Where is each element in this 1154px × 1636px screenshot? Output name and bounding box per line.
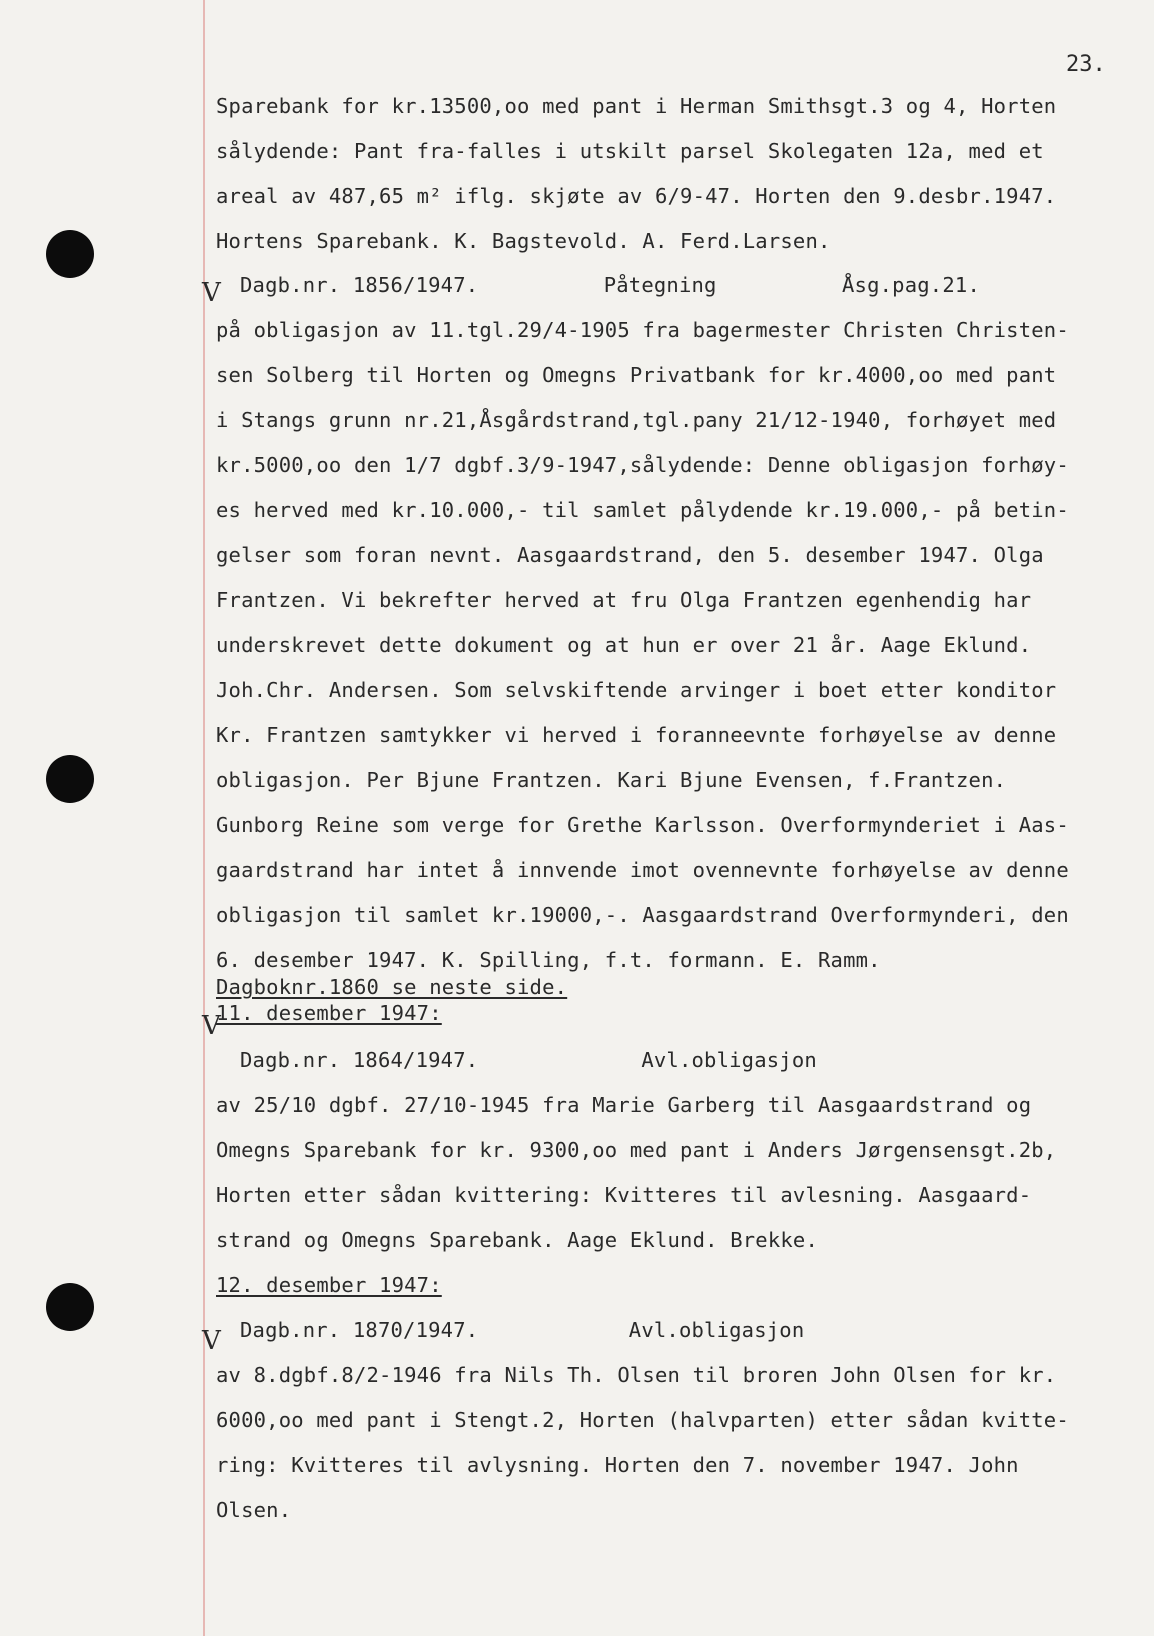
text-line: ring: Kvitteres til avlysning. Horten den 7. november 1947. John xyxy=(216,1453,1019,1477)
text-line: på obligasjon av 11.tgl.29/4-1905 fra bagermester Christen Christen- xyxy=(216,318,1069,342)
text-line: Joh.Chr. Andersen. Som selvskiftende arvinger i boet etter konditor xyxy=(216,678,1057,702)
margin-rule xyxy=(203,0,205,1636)
text-line: Frantzen. Vi bekrefter herved at fru Olga Frantzen egenhendig har xyxy=(216,588,1032,612)
date-heading: 12. desember 1947: xyxy=(216,1273,442,1297)
check-mark: V xyxy=(202,1326,221,1356)
punch-hole xyxy=(46,230,94,278)
text-line: Omegns Sparebank for kr. 9300,oo med pant i Anders Jørgensensgt.2b, xyxy=(216,1138,1057,1162)
text-line: sålydende: Pant fra-falles i utskilt parsel Skolegaten 12a, med et xyxy=(216,139,1044,163)
text-line: es herved med kr.10.000,- til samlet pålydende kr.19.000,- på betin- xyxy=(216,498,1069,522)
text-line: strand og Omegns Sparebank. Aage Eklund. Brekke. xyxy=(216,1228,819,1252)
text-line: Horten etter sådan kvittering: Kvitteres til avlesning. Aasgaard- xyxy=(216,1183,1032,1207)
text-line: 6. desember 1947. K. Spilling, f.t. formann. E. Ramm. xyxy=(216,948,881,972)
text-line: gelser som foran nevnt. Aasgaardstrand, den 5. desember 1947. Olga xyxy=(216,543,1044,567)
text-line: gaardstrand har intet å innvende imot ovennevnte forhøyelse av denne xyxy=(216,858,1069,882)
text-line: underskrevet dette dokument og at hun er over 21 år. Aage Eklund. xyxy=(216,633,1032,657)
text-line: Hortens Sparebank. K. Bagstevold. A. Ferd.Larsen. xyxy=(216,229,831,253)
text-line: areal av 487,65 m² iflg. skjøte av 6/9-47. Horten den 9.desbr.1947. xyxy=(216,184,1057,208)
text-line: Sparebank for kr.13500,oo med pant i Herman Smithsgt.3 og 4, Horten xyxy=(216,94,1057,118)
entry-heading: Dagb.nr. 1870/1947. Avl.obligasjon xyxy=(240,1318,805,1342)
text-line: Olsen. xyxy=(216,1498,292,1522)
text-line: kr.5000,oo den 1/7 dgbf.3/9-1947,sålydende: Denne obligasjon forhøy- xyxy=(216,453,1069,477)
check-mark: V xyxy=(202,278,221,308)
text-line: av 25/10 dgbf. 27/10-1945 fra Marie Garberg til Aasgaardstrand og xyxy=(216,1093,1032,1117)
cross-reference: Dagboknr.1860 se neste side. xyxy=(216,975,568,999)
entry-heading: Dagb.nr. 1864/1947. Avl.obligasjon xyxy=(240,1048,817,1072)
text-line: i Stangs grunn nr.21,Åsgårdstrand,tgl.pany 21/12-1940, forhøyet med xyxy=(216,408,1057,432)
check-mark: V xyxy=(202,1011,221,1041)
entry-heading: Dagb.nr. 1856/1947. Påtegning Åsg.pag.21. xyxy=(240,273,980,297)
text-line: sen Solberg til Horten og Omegns Privatbank for kr.4000,oo med pant xyxy=(216,363,1057,387)
text-line: obligasjon til samlet kr.19000,-. Aasgaardstrand Overformynderi, den xyxy=(216,903,1069,927)
punch-hole xyxy=(46,1283,94,1331)
text-line: av 8.dgbf.8/2-1946 fra Nils Th. Olsen til broren John Olsen for kr. xyxy=(216,1363,1057,1387)
text-line: obligasjon. Per Bjune Frantzen. Kari Bjune Evensen, f.Frantzen. xyxy=(216,768,1007,792)
date-heading: 11. desember 1947: xyxy=(216,1001,442,1025)
punch-hole xyxy=(46,755,94,803)
text-line: Kr. Frantzen samtykker vi herved i foranneevnte forhøyelse av denne xyxy=(216,723,1057,747)
text-line: Gunborg Reine som verge for Grethe Karlsson. Overformynderiet i Aas- xyxy=(216,813,1069,837)
page-number: 23. xyxy=(1066,52,1106,77)
text-line: 6000,oo med pant i Stengt.2, Horten (halvparten) etter sådan kvitte- xyxy=(216,1408,1069,1432)
